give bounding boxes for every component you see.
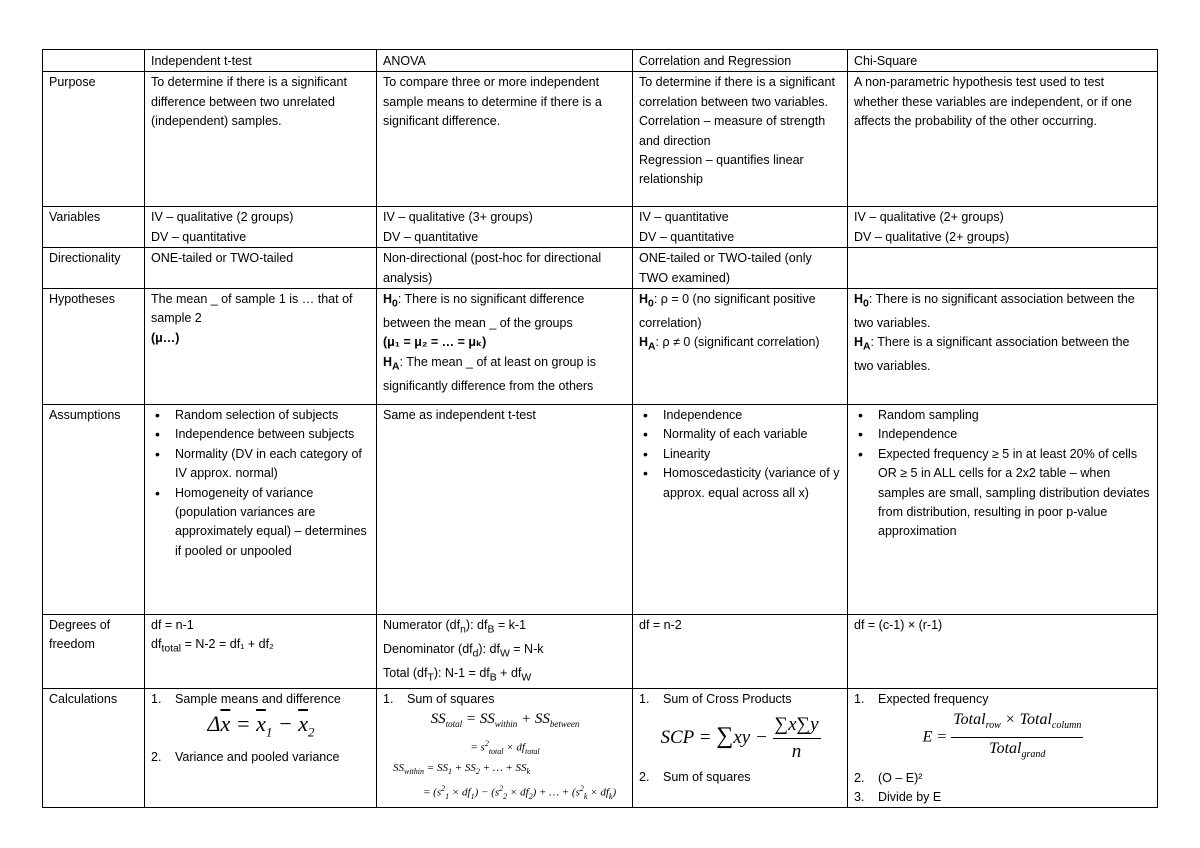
anova-null-hypothesis — [383, 290, 627, 333]
step-text: Sum of Cross Products — [663, 691, 792, 706]
degrees-of-freedom-row — [43, 615, 1158, 689]
step-number: 1. — [151, 691, 162, 706]
directionality-row — [43, 248, 1158, 289]
step-number: 1. — [854, 691, 865, 706]
dof-line — [383, 664, 627, 688]
dof-text: ): N-1 = df — [433, 665, 490, 680]
h-subscript: A — [863, 341, 871, 353]
h-letter: H — [383, 354, 393, 369]
row-label-hypotheses: Hypotheses — [43, 289, 145, 405]
calculations-anova — [377, 688, 633, 808]
dof-text: = N-k — [509, 641, 544, 656]
dof-anova — [377, 615, 633, 689]
purpose-correlation — [633, 72, 848, 207]
purpose-corr-line: Regression – quantifies linear relationship — [639, 153, 804, 187]
calc-steps — [151, 748, 371, 767]
statistics-comparison-table — [42, 49, 1158, 808]
step-text: Expected frequency — [878, 691, 989, 706]
variables-line: DV – quantitative — [639, 229, 735, 244]
row-label-assumptions: Assumptions — [43, 405, 145, 615]
corr-alt-hypothesis — [639, 333, 842, 357]
variables-correlation — [633, 207, 848, 248]
h-letter: H — [854, 292, 864, 307]
calculations-row — [43, 688, 1158, 808]
assumptions-list — [639, 406, 842, 503]
dof-subscript: B — [489, 672, 497, 684]
comparison-table-sheet — [42, 49, 1158, 808]
hypothesis-symbol: (μ…) — [151, 330, 180, 345]
variables-row — [43, 207, 1158, 248]
mean-difference-formula: $\Delta\overline{x} = \overline{x}_1 - \overline{x}_2$ — [207, 711, 315, 740]
dof-text: + df — [496, 665, 522, 680]
dof-subscript: W — [499, 648, 510, 660]
header-anova: ANOVA — [377, 50, 633, 72]
dof-ttest — [145, 615, 377, 689]
step-number: 1. — [383, 691, 394, 706]
expected-frequency-formula: E = $\frac{Total_{row} \times Total_{column}}{Total_{grand}}$ — [854, 709, 1152, 766]
calc-steps — [639, 690, 842, 709]
calculations-chi-square — [848, 688, 1158, 808]
dof-subscript: total — [161, 643, 182, 655]
h-letter: H — [639, 335, 649, 350]
step-text: Variance and pooled variance — [175, 749, 340, 764]
ha-text: : ρ ≠ 0 (significant correlation) — [655, 335, 820, 350]
dof-text: = k-1 — [494, 618, 527, 633]
anova-alt-hypothesis — [383, 353, 627, 396]
assumption-item: • Homoscedasticity (variance of y approx. equal across all x) — [639, 464, 842, 503]
dof-text: Numerator (df — [383, 618, 461, 633]
h0-text: : There is no significant association between the two variables. — [854, 292, 1135, 330]
purpose-corr-line: Correlation – measure of strength and direction — [639, 114, 826, 148]
assumption-item: • Independence — [854, 425, 1152, 444]
step-number: 2. — [639, 770, 650, 785]
h-letter: H — [854, 335, 864, 350]
assumption-item: • Normality of each variable — [639, 425, 842, 444]
ha-text: : The mean _ of at least on group is significantly difference from the others — [383, 354, 596, 393]
dof-subscript: B — [487, 624, 495, 636]
assumption-item: • Independence between subjects — [151, 425, 371, 444]
step-text: Sum of squares — [663, 770, 751, 785]
hypotheses-chi-square — [848, 289, 1158, 405]
step-text: Divide by E — [878, 789, 942, 804]
calc-step — [854, 788, 1152, 807]
variables-line: IV – qualitative (2 groups) — [151, 210, 294, 225]
dof-text: = N-2 = df₁ + df₂ — [181, 637, 274, 652]
calc-steps — [854, 690, 1152, 709]
assumption-item: • Homogeneity of variance (population variances are approximately equal) – determines if pooled or unpooled — [151, 484, 371, 562]
purpose-anova: To compare three or more independent sample means to determine if there is a significant difference. — [377, 72, 633, 207]
sum-of-cross-products-formula: SCP = ∑xy − $\frac{\sum x\sum y}{n}$ — [639, 712, 842, 765]
assumptions-correlation — [633, 405, 848, 615]
chi-null-hypothesis — [854, 290, 1152, 333]
calc-steps — [383, 690, 627, 709]
assumption-item: • Random selection of subjects — [151, 406, 371, 425]
assumptions-chi-square — [848, 405, 1158, 615]
variables-chi-square — [848, 207, 1158, 248]
within-ss-formula: $SS_{within} = SS_1 + SS_2$ + … + $SS_k$ — [393, 762, 531, 777]
within-ss-expanded-formula: = $(s^2_1 \times df_1) - (s^2_2 \times df_2)$ + … + $(s^2_k \times df_k)$ — [423, 784, 617, 802]
variables-line: IV – quantitative — [639, 210, 729, 225]
dof-line — [151, 635, 371, 659]
hypothesis-text: The mean _ of sample 1 is … that of sample 2 — [151, 292, 353, 326]
dof-text: df — [151, 637, 162, 652]
dof-text: ): df — [465, 618, 488, 633]
calc-steps — [639, 768, 842, 787]
hypotheses-row — [43, 289, 1158, 405]
h0-text: : There is no significant difference between the mean _ of the groups — [383, 292, 585, 330]
step-number: 1. — [639, 691, 650, 706]
calc-steps — [151, 690, 371, 709]
step-text: (O – E)² — [878, 770, 923, 785]
calc-step — [383, 690, 627, 709]
row-label-purpose: Purpose — [43, 72, 145, 207]
assumptions-ttest — [145, 405, 377, 615]
directionality-anova: Non-directional (post-hoc for directional analysis) — [377, 248, 633, 289]
dof-text: Denominator (df — [383, 641, 473, 656]
purpose-corr-line: To determine if there is a significant correlation between two variables. — [639, 75, 835, 109]
anova-null-equation: (μ₁ = μ₂ = … = μₖ) — [383, 335, 487, 350]
variables-line: DV – quantitative — [151, 229, 247, 244]
header-independent-t-test: Independent t-test — [145, 50, 377, 72]
variables-anova — [377, 207, 633, 248]
variables-line: DV – qualitative (2+ groups) — [854, 229, 1010, 244]
header-empty-cell — [43, 50, 145, 72]
row-label-directionality: Directionality — [43, 248, 145, 289]
assumptions-anova: Same as independent t-test — [377, 405, 633, 615]
h-subscript: 0 — [392, 298, 398, 310]
assumptions-row — [43, 405, 1158, 615]
dof-line — [383, 616, 627, 640]
step-number: 2. — [151, 749, 162, 764]
expected-frequency-fraction: $\frac{Total_{row} \times Total_{column}}{Total_{grand}}$ — [953, 711, 1082, 761]
purpose-chi-square: A non-parametric hypothesis test used to test whether these variables are independent, or if one affects the probability of the other occurring. — [848, 72, 1158, 207]
assumption-item: • Independence — [639, 406, 842, 425]
chi-alt-hypothesis — [854, 333, 1152, 376]
hypotheses-anova — [377, 289, 633, 405]
variables-line: IV – qualitative (2+ groups) — [854, 210, 1004, 225]
scp-fraction: $\frac{\sum x\sum y}{n}$ — [774, 714, 819, 763]
assumption-item: • Expected frequency ≥ 5 in at least 20% of cells OR ≥ 5 in ALL cells for a 2x2 table – when samples are small, sampling distribution deviates from distribution, resulting in poor p-value approximation — [854, 445, 1152, 542]
h0-text: : ρ = 0 (no significant positive correlation) — [639, 292, 816, 330]
purpose-row — [43, 72, 1158, 207]
h-letter: H — [383, 292, 393, 307]
dof-subscript: d — [472, 648, 479, 660]
calculations-ttest — [145, 688, 377, 808]
assumption-item: • Normality (DV in each category of IV approx. normal) — [151, 445, 371, 484]
variables-ttest — [145, 207, 377, 248]
header-correlation-regression: Correlation and Regression — [633, 50, 848, 72]
header-chi-square: Chi-Square — [848, 50, 1158, 72]
h-subscript: A — [648, 341, 656, 353]
directionality-chi-square — [848, 248, 1158, 289]
calc-step — [151, 748, 371, 767]
dof-chi-square: df = (c-1) × (r-1) — [848, 615, 1158, 689]
calc-step — [854, 769, 1152, 788]
step-text: Sample means and difference — [175, 691, 341, 706]
h-subscript: 0 — [863, 298, 869, 310]
directionality-correlation: ONE-tailed or TWO-tailed (only TWO examined) — [633, 248, 848, 289]
ha-text: : There is a significant association between the two variables. — [854, 335, 1130, 374]
calc-step — [639, 768, 842, 787]
step-number: 3. — [854, 789, 865, 804]
calc-step — [639, 690, 842, 709]
sum-of-squares-formula: $SS_{total} = SS_{within} + SS_{between}$ — [430, 711, 580, 730]
variables-line: DV – quantitative — [383, 229, 479, 244]
dof-subscript: n — [460, 624, 466, 636]
calc-step — [854, 690, 1152, 709]
assumption-item: • Random sampling — [854, 406, 1152, 425]
variables-line: IV – qualitative (3+ groups) — [383, 210, 533, 225]
step-number: 2. — [854, 770, 865, 785]
purpose-ttest: To determine if there is a significant difference between two unrelated (independent) samples. — [145, 72, 377, 207]
calc-steps — [854, 769, 1152, 808]
row-label-variables: Variables — [43, 207, 145, 248]
directionality-ttest: ONE-tailed or TWO-tailed — [145, 248, 377, 289]
header-row — [43, 50, 1158, 72]
dof-subscript: T — [427, 672, 434, 684]
calc-step — [151, 690, 371, 709]
dof-text: Total (df — [383, 665, 428, 680]
hypotheses-correlation — [633, 289, 848, 405]
corr-null-hypothesis — [639, 290, 842, 333]
calculations-correlation — [633, 688, 848, 808]
dof-line — [383, 640, 627, 664]
step-text: Sum of squares — [407, 691, 495, 706]
row-label-calculations: Calculations — [43, 688, 145, 808]
dof-line: df = n-1 — [151, 618, 194, 633]
dof-text: ): df — [478, 641, 500, 656]
assumptions-list — [151, 406, 371, 561]
total-ss-formula: = $s^2_{total} \times df_{total}$ — [470, 739, 540, 756]
h-subscript: A — [392, 361, 400, 373]
dof-correlation: df = n-2 — [633, 615, 848, 689]
h-subscript: 0 — [648, 298, 654, 310]
h-letter: H — [639, 292, 649, 307]
assumption-item: • Linearity — [639, 445, 842, 464]
row-label-degrees-of-freedom: Degrees of freedom — [43, 615, 145, 689]
hypotheses-ttest — [145, 289, 377, 405]
dof-subscript: W — [521, 672, 532, 684]
assumptions-list — [854, 406, 1152, 542]
